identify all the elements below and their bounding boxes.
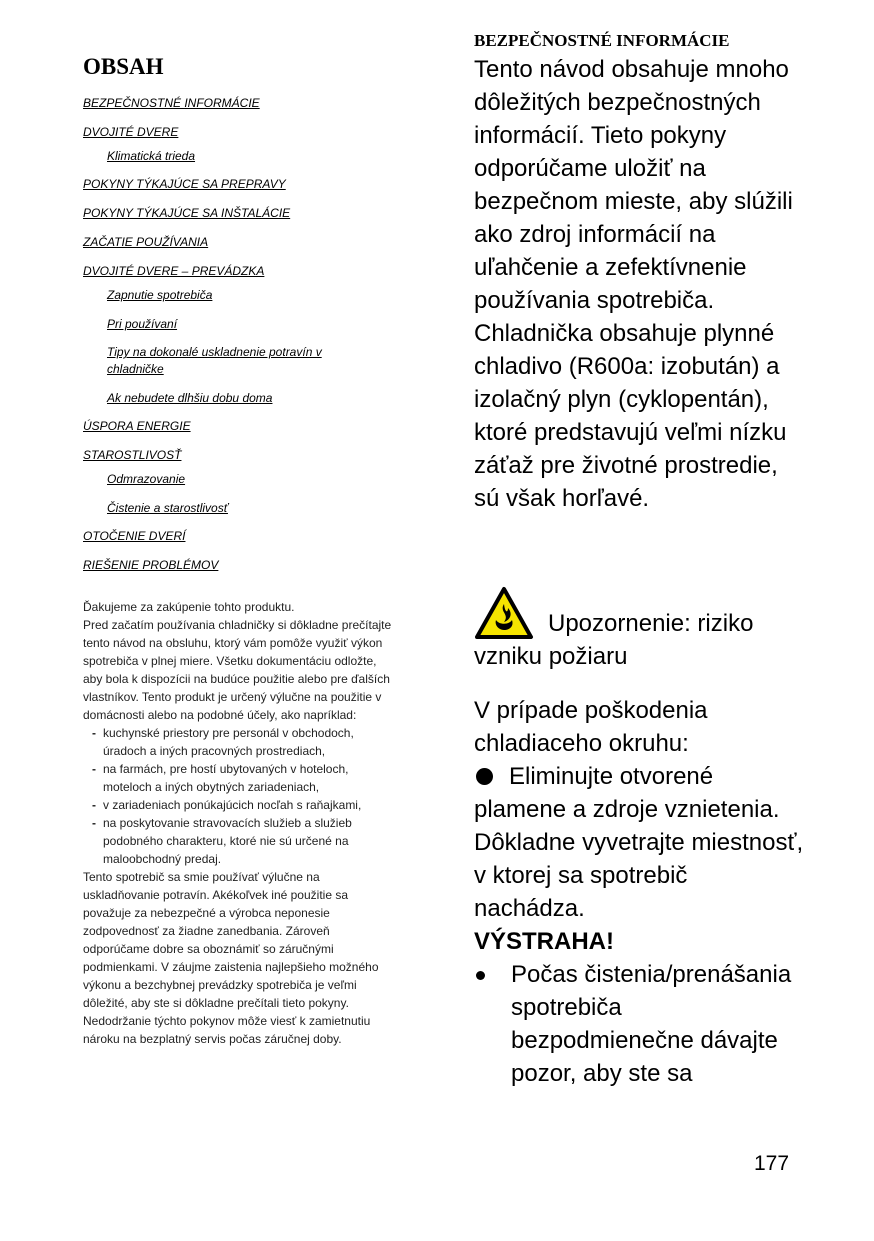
bullet-icon	[476, 768, 493, 785]
list-item: - v zariadeniach ponúkajúcich nocľah s raňajkami,	[92, 798, 362, 812]
toc-link-care[interactable]: STAROSTLIVOSŤ	[83, 448, 182, 462]
toc-link-energy[interactable]: ÚSPORA ENERGIE	[83, 419, 191, 433]
intro-closing: Tento spotrebič sa smie používať výlučne na uskladňovanie potravín. Akékoľvek iné použitie sa považuje za nebezpečné a výrobca neponesie zodpovednosť za žiadne zanedbania. Zároveň odporúčame dobre sa oboznámiť so záručnými podmienkami. V záujme zaistenia najlepšieho možného výkonu a bezchybnej prevádzky spotrebiča je veľmi dôležité, aby ste si dôkladne prečítali tieto pokyny. Nedodržanie týchto pokynov môže viesť k zamietnutiu nároku na bezplatný servis počas záručnej doby.	[83, 870, 379, 1046]
toc-link-installation[interactable]: POKYNY TÝKAJÚCE SA INŠTALÁCIE	[83, 206, 291, 220]
list-item: - kuchynské priestory pre personál v obchodoch, úradoch a iných pracovných prostrediach,	[92, 726, 354, 758]
toc-link-away[interactable]: Ak nebudete dlhšiu dobu doma	[107, 391, 273, 405]
toc-link-cleaning[interactable]: Čistenie a starostlivosť	[107, 501, 228, 515]
damage-intro: V prípade poškodenia chladiaceho okruhu:	[474, 697, 708, 757]
toc-title: OBSAH	[83, 54, 164, 79]
list-item: - na poskytovanie stravovacích služieb a služieb podobného charakteru, ktoré nie sú určené na maloobchodný predaj.	[92, 816, 352, 866]
toc-link-storage-tips[interactable]: Tipy na dokonalé uskladnenie potravín v chladničke	[107, 345, 322, 376]
toc-link-climate-class[interactable]: Klimatická trieda	[107, 149, 196, 163]
safety-para-2: Chladnička obsahuje plynné chladivo (R600a: izobután) a izolačný plyn (cyklopentán), ktoré predstavujú veľmi nízku záťaž pre životné prostredie, sú však horľavé.	[474, 320, 787, 512]
toc-link-troubleshooting[interactable]: RIEŠENIE PROBLÉMOV	[83, 558, 219, 572]
flammable-warning-icon	[474, 586, 534, 640]
toc-link-defrost[interactable]: Odmrazovanie	[107, 472, 186, 486]
safety-para-1: Tento návod obsahuje mnoho dôležitých bezpečnostných informácií. Tieto pokyny odporúčame uložiť na bezpečnom mieste, aby slúžili ako zdroj informácií na uľahčenie a zefektívnenie používania spotrebiča.	[474, 56, 793, 314]
intro-text	[83, 598, 393, 1048]
toc-link-transport[interactable]: POKYNY TÝKAJÚCE SA PREPRAVY	[83, 177, 286, 191]
intro-body: Pred začatím používania chladničky si dôkladne prečítajte tento návod na obsluhu, ktorý vám pomôže využiť výkon spotrebiča v plnej miere. Všetku dokumentáciu odložte, aby bola k dispozícii na budúce použitie alebo pre ďalších vlastníkov. Tento produkt je určený výlučne na použitie v domácnosti alebo na podobné účely, ako napríklad:	[83, 618, 392, 722]
warning-title: Upozornenie: riziko vzniku požiaru	[474, 610, 754, 670]
toc-link-operation[interactable]: DVOJITÉ DVERE – PREVÁDZKA	[83, 264, 265, 278]
intro-thanks: Ďakujeme za zakúpenie tohto produktu.	[83, 600, 295, 614]
toc-link-during-use[interactable]: Pri používaní	[107, 317, 178, 331]
damage-bullet: Eliminujte otvorené plamene a zdroje vznietenia. Dôkladne vyvetrajte miestnosť, v ktorej sa spotrebič nachádza.	[474, 763, 804, 922]
caution-bullet: Počas čistenia/prenášania spotrebiča bezpodmienečne dávajte pozor, aby ste sa	[474, 958, 804, 1090]
fire-warning	[474, 586, 804, 673]
toc-link-switch-on[interactable]: Zapnutie spotrebiča	[107, 288, 213, 302]
toc-link-door-reversal[interactable]: OTOČENIE DVERÍ	[83, 529, 186, 543]
toc-link-safety[interactable]: BEZPEČNOSTNÉ INFORMÁCIE	[83, 96, 260, 110]
caution-label: VÝSTRAHA!	[474, 928, 615, 955]
intro-usage-list	[83, 724, 393, 868]
bullet-icon	[476, 971, 485, 980]
safety-heading: BEZPEČNOSTNÉ INFORMÁCIE	[474, 31, 730, 50]
toc-link-double-door[interactable]: DVOJITÉ DVERE	[83, 125, 179, 139]
damage-section	[474, 694, 804, 1090]
safety-intro	[474, 53, 804, 515]
page-number: 177	[754, 1152, 790, 1175]
list-item: - na farmách, pre hostí ubytovaných v hoteloch, moteloch a iných obytných zariadeniach,	[92, 762, 349, 794]
toc-link-start-use[interactable]: ZAČATIE POUŽÍVANIA	[83, 235, 209, 249]
